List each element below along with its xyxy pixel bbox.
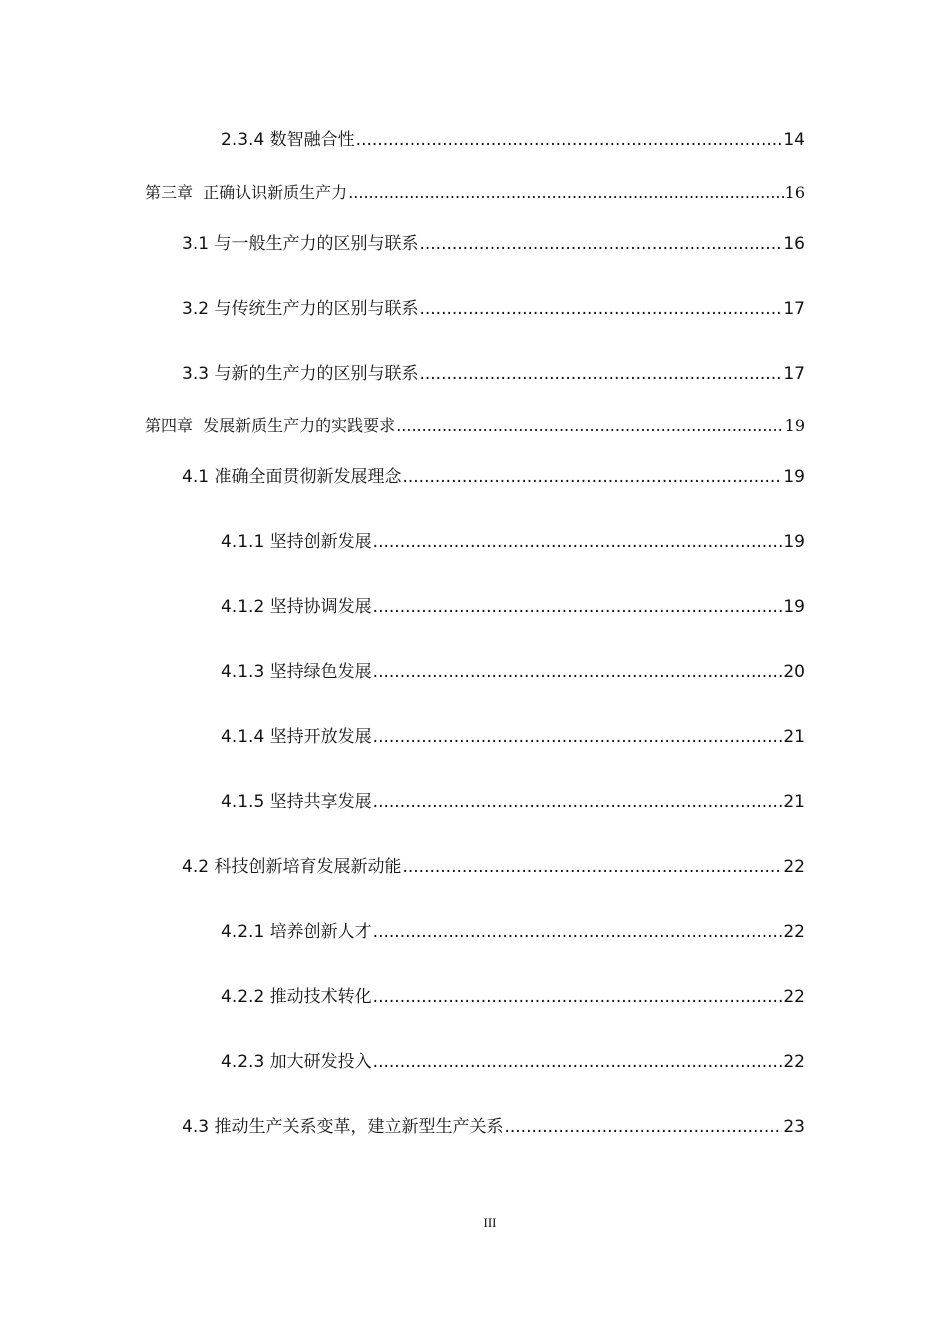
toc-entry-title: 4.1.4 坚持开放发展 (221, 727, 372, 747)
toc-entry-title: 3.1 与一般生产力的区别与联系 (182, 234, 419, 254)
toc-entry-page: 22 (783, 857, 805, 877)
toc-entry[interactable] (182, 1115, 805, 1139)
toc-entry-title: 3.2 与传统生产力的区别与联系 (182, 299, 419, 319)
toc-entry-title: 4.1.1 坚持创新发展 (221, 532, 372, 552)
toc-entry-title: 4.1.2 坚持协调发展 (221, 597, 372, 617)
toc-entry[interactable] (182, 297, 805, 321)
toc-entry[interactable] (221, 128, 805, 152)
toc-entry-page: 20 (783, 662, 805, 682)
toc-entry-title: 4.2.1 培养创新人才 (221, 922, 372, 942)
toc-entry[interactable] (221, 985, 805, 1009)
toc-entry-title: 4.1.3 坚持绿色发展 (221, 662, 372, 682)
dot-leader (373, 985, 783, 1009)
toc-entry-page: 14 (783, 130, 805, 150)
dot-leader (373, 1050, 783, 1074)
toc-entry-page: 16 (783, 234, 805, 254)
toc-entry-title: 4.2.2 推动技术转化 (221, 987, 372, 1007)
toc-entry-title: 4.1.5 坚持共享发展 (221, 792, 372, 812)
toc-entry[interactable] (145, 414, 805, 438)
toc-entry[interactable] (221, 660, 805, 684)
toc-entry-page: 17 (783, 299, 805, 319)
toc-entry-page: 19 (784, 416, 805, 435)
toc-entry[interactable] (221, 790, 805, 814)
toc-entry-page: 21 (783, 727, 805, 747)
dot-leader (348, 181, 783, 205)
toc-entry-title: 第四章 发展新质生产力的实践要求 (145, 416, 396, 435)
toc-entry[interactable] (182, 232, 805, 256)
toc-entry[interactable] (182, 362, 805, 386)
toc-entry-page: 21 (783, 792, 805, 812)
dot-leader (373, 920, 783, 944)
dot-leader (419, 362, 782, 386)
dot-leader (373, 595, 783, 619)
dot-leader (419, 232, 782, 256)
toc-entry-title: 3.3 与新的生产力的区别与联系 (182, 364, 419, 384)
dot-leader (396, 414, 783, 438)
dot-leader (373, 530, 783, 554)
toc-entry-page: 19 (783, 597, 805, 617)
dot-leader (402, 855, 782, 879)
toc-entry-page: 16 (784, 183, 805, 202)
dot-leader (373, 660, 783, 684)
toc-entry[interactable] (221, 725, 805, 749)
toc-entry-page: 23 (783, 1117, 805, 1137)
toc-entry-page: 22 (783, 922, 805, 942)
toc-entry[interactable] (221, 920, 805, 944)
dot-leader (373, 725, 783, 749)
toc-entry-title: 2.3.4 数智融合性 (221, 130, 355, 150)
toc-entry[interactable] (221, 530, 805, 554)
dot-leader (504, 1115, 782, 1139)
dot-leader (419, 297, 782, 321)
toc-entry[interactable] (182, 855, 805, 879)
toc-entry-page: 22 (783, 1052, 805, 1072)
page-number-footer: III (483, 1215, 497, 1230)
toc-entry-page: 19 (783, 467, 805, 487)
toc-entry-title: 4.2.3 加大研发投入 (221, 1052, 372, 1072)
toc-entry-title: 第三章 正确认识新质生产力 (145, 183, 348, 202)
toc-entry-title: 4.2 科技创新培育发展新动能 (182, 857, 402, 877)
toc-entry-page: 17 (783, 364, 805, 384)
toc-entry-title: 4.3 推动生产关系变革，建立新型生产关系 (182, 1117, 504, 1137)
toc-entry[interactable] (221, 595, 805, 619)
dot-leader (373, 790, 783, 814)
toc-entry-page: 19 (783, 532, 805, 552)
toc-entry[interactable] (221, 1050, 805, 1074)
toc-entry-title: 4.1 准确全面贯彻新发展理念 (182, 467, 402, 487)
toc-entry[interactable] (145, 181, 805, 205)
toc-entry[interactable] (182, 465, 805, 489)
toc-entry-page: 22 (783, 987, 805, 1007)
dot-leader (402, 465, 782, 489)
dot-leader (356, 128, 783, 152)
